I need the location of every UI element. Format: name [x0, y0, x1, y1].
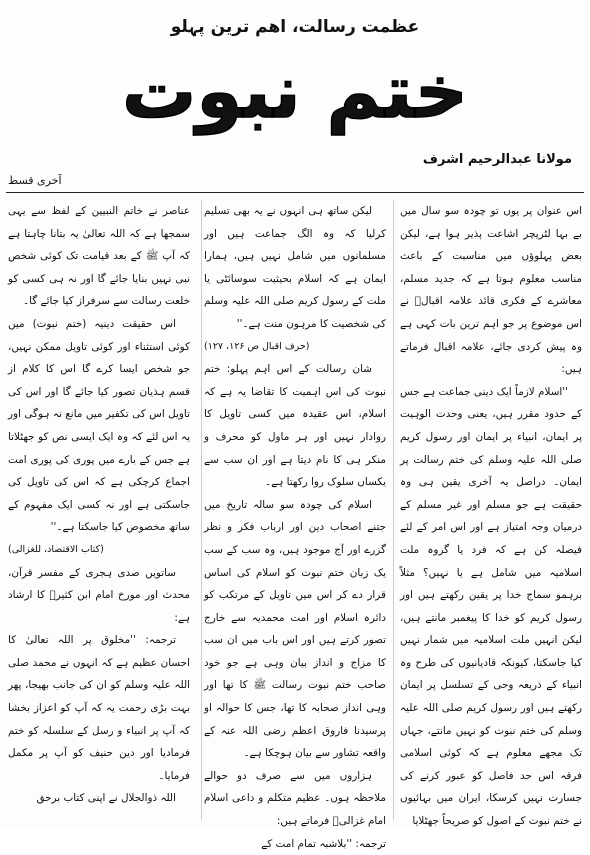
citation: (حرف اقبال ص ۱۲۶، ۱۲۷)	[204, 340, 310, 352]
article-paragraph: اسلام کی چودہ سو سالہ تاریخ میں جتنے اصحاب دین اور ارباب فکر و نظر گزرے اور آج موجود ہیں، وہ سب کے سب یک زبان ختم نبوت کو اسلام کی اساس قرار دے کر اس میں تاویل کے مرتکب کو دائرہ اسلام اور امت محمدیہ سے خارج تصور کرتے ہیں اور اس باب میں ان سب کا مزاج و انداز بیان وہی ہے جو خود صاحب ختم نبوت رسالت ﷺ کا تھا اور وہی انداز صحابہ کا تھا، جس کا حوالہ او پرسیدنا فاروق اعظم رضی اللہ عنہ کے واقعہ تشاور سے بیان ہوچکا ہے۔	[204, 498, 386, 760]
column-right	[400, 200, 582, 828]
article-paragraph: شان رسالت کے اس اہم پہلو: ختم نبوت کی اس اہمیت کا تقاضا یہ ہے کہ اسلام، اس عقیدہ میں کسی تاویل کا روادار نہیں اور ہر ماول کو محرف و منکر ہی کا نام دیتا ہے اور ان سب سے یکساں سلوک روا رکھتا ہے۔	[204, 363, 386, 489]
column-left	[8, 200, 190, 824]
author-byline: مولانا عبدالرحیم اشرف	[422, 152, 572, 167]
article-body	[8, 200, 582, 850]
column-divider	[393, 200, 394, 820]
article-paragraph: لیکن ساتھ ہی انہوں نے یہ بھی تسلیم کرلیا کہ وہ الگ جماعت ہیں اور مسلمانوں میں شامل نہیں ہیں، ہمارا ایمان ہے کہ اسلام بحیثیت سوسائٹی یا ملت کے رسول کریم صلی اللہ علیہ وسلم کی شخصیت کا مرہون منت ہے۔''	[204, 205, 386, 330]
article-paragraph: اس عنوان پر یوں تو چودہ سو سال میں بے بہا لٹریچر اشاعت پذیر ہوا ہے، لیکن بعض پہلوؤں میں مناسبت کے باعث مناسب معلوم ہوتا ہے کہ جدید مسلم، معاشرے کے فکری قائد علامہ اقبالؒ نے اس موضوع پر جو اہم ترین بات کہی ہے وہ پیش کردی جائے، علامہ اقبال فرماتے ہیں:	[400, 205, 582, 376]
article-paragraph: ترجمہ: ''مخلوق پر اللہ تعالیٰ کا احسان عظیم ہے کہ انہوں نے محمد صلی اللہ علیہ وسلم کو ان کی جانب بھیجا، پھر بہت بڑی رحمت یہ کہ آپ کو اعزاز بخشا کہ آپ پر انبیاء و رسل کے سلسلہ کو ختم فرمادیا اور دین حنیف کو آپ پر مکمل فرمایا۔	[8, 634, 190, 782]
headline: ختم نبوت	[121, 49, 469, 135]
kicker-subtitle: عظمت رسالت، اھم ترین پہلو	[170, 17, 420, 37]
article-paragraph: ''اسلام لازماً ایک دینی جماعت ہے جس کے حدود مقرر ہیں، یعنی وحدت الوہیت پر ایمان، انبیاء پر ایمان اور رسول کریم صلی اللہ علیہ وسلم کی ختم رسالت پر ایمان۔ دراصل یہ آخری یقین ہی وہ حقیقت ہے جو مسلم اور غیر مسلم کے درمیان وجہ امتیاز ہے اور اس امر کے لئے فیصلہ کن ہے کہ فرد یا گروہ ملت اسلامیہ میں شامل ہے یا نہیں؟ مثلاً برہمو سماج خدا پر یقین رکھتے ہیں اور رسول کریم کو خدا کا پیغمبر مانتے ہیں، لیکن انہیں ملت اسلامیہ میں شمار نہیں کیا جاسکتا، کیونکہ قادیانیوں کی طرح وہ انبیاء کے ذریعہ وحی کے تسلسل پر ایمان رکھتے ہیں اور رسول کریم صلی اللہ علیہ وسلم کی ختم نبوت کو نہیں مانتے، جہاں تک مجھے معلوم ہے کہ کوئی اسلامی فرقہ اس حد فاصل کو عبور کرنے کی جسارت نہیں کرسکا، ایران میں بہائیوں نے ختم نبوت کے اصول کو صریحاً جھٹلایا	[400, 385, 582, 828]
column-middle	[204, 200, 386, 850]
article-paragraph: اللہ ذوالجلال نے اپنی کتاب برحق	[36, 792, 176, 805]
episode-label: آخری قسط	[8, 174, 62, 187]
article-paragraph: ساتویں صدی ہجری کے مفسر قرآن، محدث اور مورخ امام ابن کثیرؒ کا ارشاد ہے:	[8, 566, 190, 624]
column-divider	[201, 200, 202, 820]
header-rule	[6, 192, 584, 193]
article-paragraph: ہزاروں میں سے صرف دو حوالے ملاحظہ ہوں۔ عظیم متکلم و داعی اسلام امام غزالیؒ فرماتے ہیں:	[204, 769, 386, 828]
article-paragraph: عناصر نے خاتم النبیین کے لفظ سے یہی سمجھا ہے کہ اللہ تعالیٰ یہ بتانا چاہتا ہے کہ آپ ﷺ کے بعد قیامت تک کوئی شخص نبی نہیں بنایا جائے گا اور نہ ہی کسی کو خلعت رسالت سے سرفراز کیا جائے گا۔	[8, 205, 190, 308]
article-paragraph: ترجمہ: ''بلاشبہ تمام امت کے	[261, 837, 386, 850]
citation: (کتاب الاقتصاد، للغزالی)	[8, 543, 104, 555]
article-paragraph: اس حقیقت دینیہ (ختم نبوت) میں کوئی استثناء اور کوئی تاویل ممکن نہیں، جو شخص ایسا کرے گا اس کا کلام از قسم ہذیان تصور کیا جائے گا اور اس کی تاویل اس کی تکفیر میں مانع نہ ہوگی اور یہ اس لئے کہ وہ ایک ایسی نص کو جھٹلاتا ہے جس کے بارے میں پوری کی پوری امت اجماع کرچکی ہے کہ اس کی تاویل کی جاسکتی ہے اور نہ کسی ایک مفہوم کے ساتھ مخصوص کیا جاسکتا ہے۔''	[8, 317, 190, 534]
